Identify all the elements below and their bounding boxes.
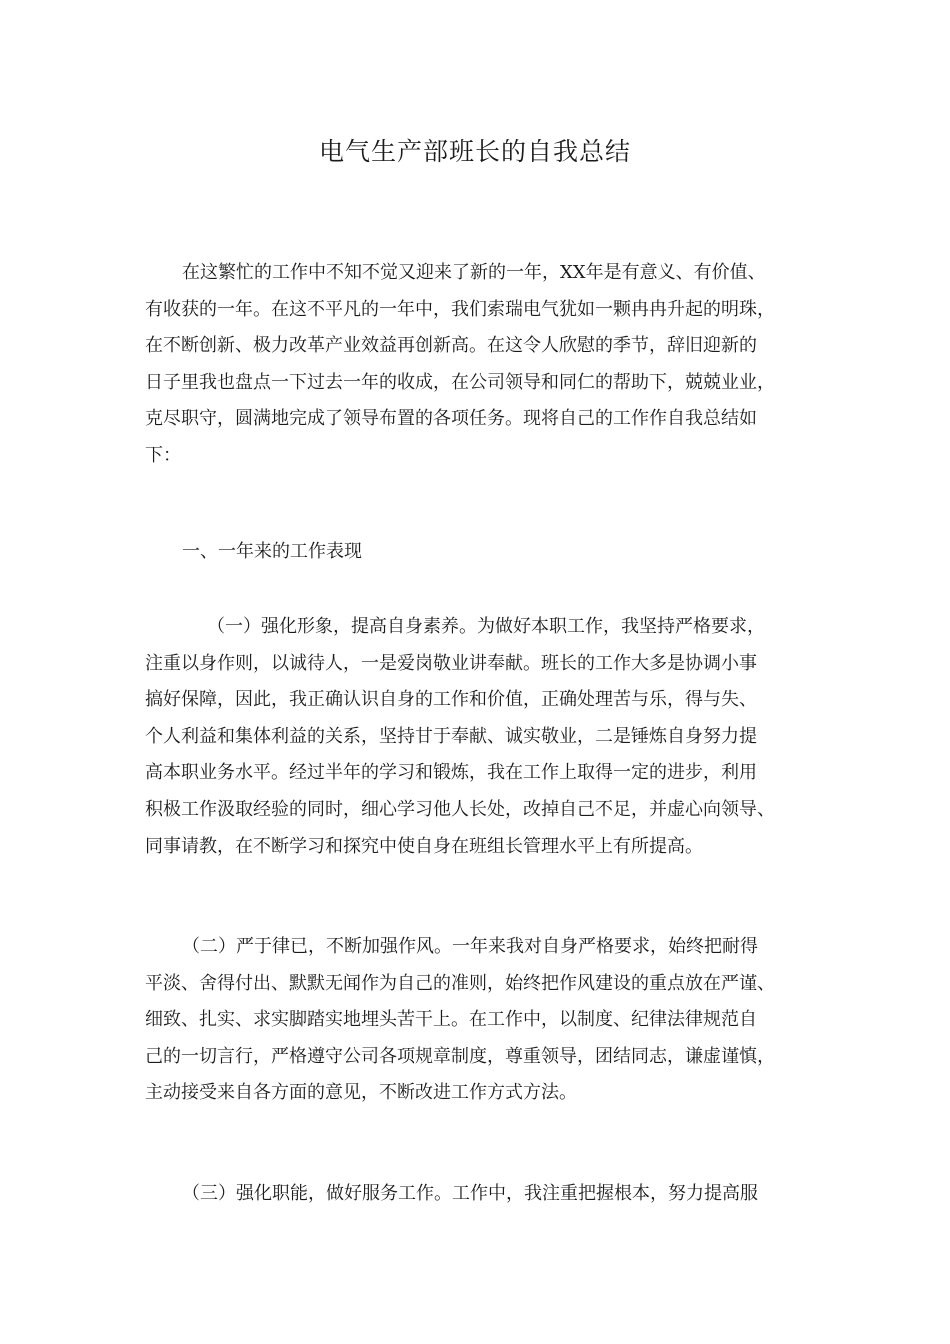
heading-text: 一、一年来的工作表现 bbox=[182, 541, 362, 562]
section-3-paragraph bbox=[145, 1176, 815, 1213]
text-line: 己的一切言行，严格遵守公司各项规章制度，尊重领导，团结同志，谦虚谨慎， bbox=[145, 1045, 775, 1067]
text-line: 同事请教，在不断学习和探究中使自身在班组长管理水平上有所提高。 bbox=[145, 835, 703, 857]
text-line: 细致、扎实、求实脚踏实地埋头苦干上。在工作中，以制度、纪律法律规范自 bbox=[145, 1009, 757, 1031]
text-line: 有收获的一年。在这不平凡的一年中，我们索瑞电气犹如一颗冉冉升起的明珠， bbox=[145, 298, 775, 320]
section-2-paragraph bbox=[145, 929, 815, 1112]
text-line: 平淡、舍得付出、默默无闻作为自己的准则，始终把作风建设的重点放在严谨、 bbox=[145, 972, 775, 994]
intro-paragraph bbox=[145, 255, 815, 475]
text-line: （三）强化职能，做好服务工作。工作中，我注重把握根本，努力提高服 bbox=[182, 1183, 758, 1204]
text-line: （二）严于律已，不断加强作风。一年来我对自身严格要求，始终把耐得 bbox=[182, 936, 758, 957]
text-line: 在不断创新、极力改革产业效益再创新高。在这令人欣慰的季节，辞旧迎新的 bbox=[145, 335, 757, 357]
text-line: （一）强化形象，提高自身素养。为做好本职工作，我坚持严格要求， bbox=[207, 616, 765, 637]
text-line: 主动接受来自各方面的意见，不断改进工作方式方法。 bbox=[145, 1082, 577, 1104]
text-line: 下： bbox=[145, 444, 181, 466]
document-title: 电气生产部班长的自我总结 bbox=[318, 137, 631, 166]
section-1-paragraph bbox=[145, 609, 815, 865]
text-line: 日子里我也盘点一下过去一年的收成，在公司领导和同仁的帮助下，兢兢业业， bbox=[145, 371, 775, 393]
text-line: 积极工作汲取经验的同时，细心学习他人长处，改掉自己不足，并虚心向领导、 bbox=[145, 798, 775, 820]
text-line: 高本职业务水平。经过半年的学习和锻炼，我在工作上取得一定的进步，利用 bbox=[145, 762, 757, 784]
text-line: 在这繁忙的工作中不知不觉又迎来了新的一年，XX年是有意义、有价值、 bbox=[182, 262, 766, 283]
section-heading bbox=[145, 534, 815, 571]
text-line: 个人利益和集体利益的关系，坚持甘于奉献、诚实敬业，二是锤炼自身努力提 bbox=[145, 725, 757, 747]
text-line: 搞好保障，因此，我正确认识自身的工作和价值，正确处理苦与乐，得与失、 bbox=[145, 689, 757, 711]
text-line: 克尽职守，圆满地完成了领导布置的各项任务。现将自己的工作作自我总结如 bbox=[145, 408, 757, 430]
text-line: 注重以身作则，以诚待人，一是爱岗敬业讲奉献。班长的工作大多是协调小事 bbox=[145, 652, 757, 674]
